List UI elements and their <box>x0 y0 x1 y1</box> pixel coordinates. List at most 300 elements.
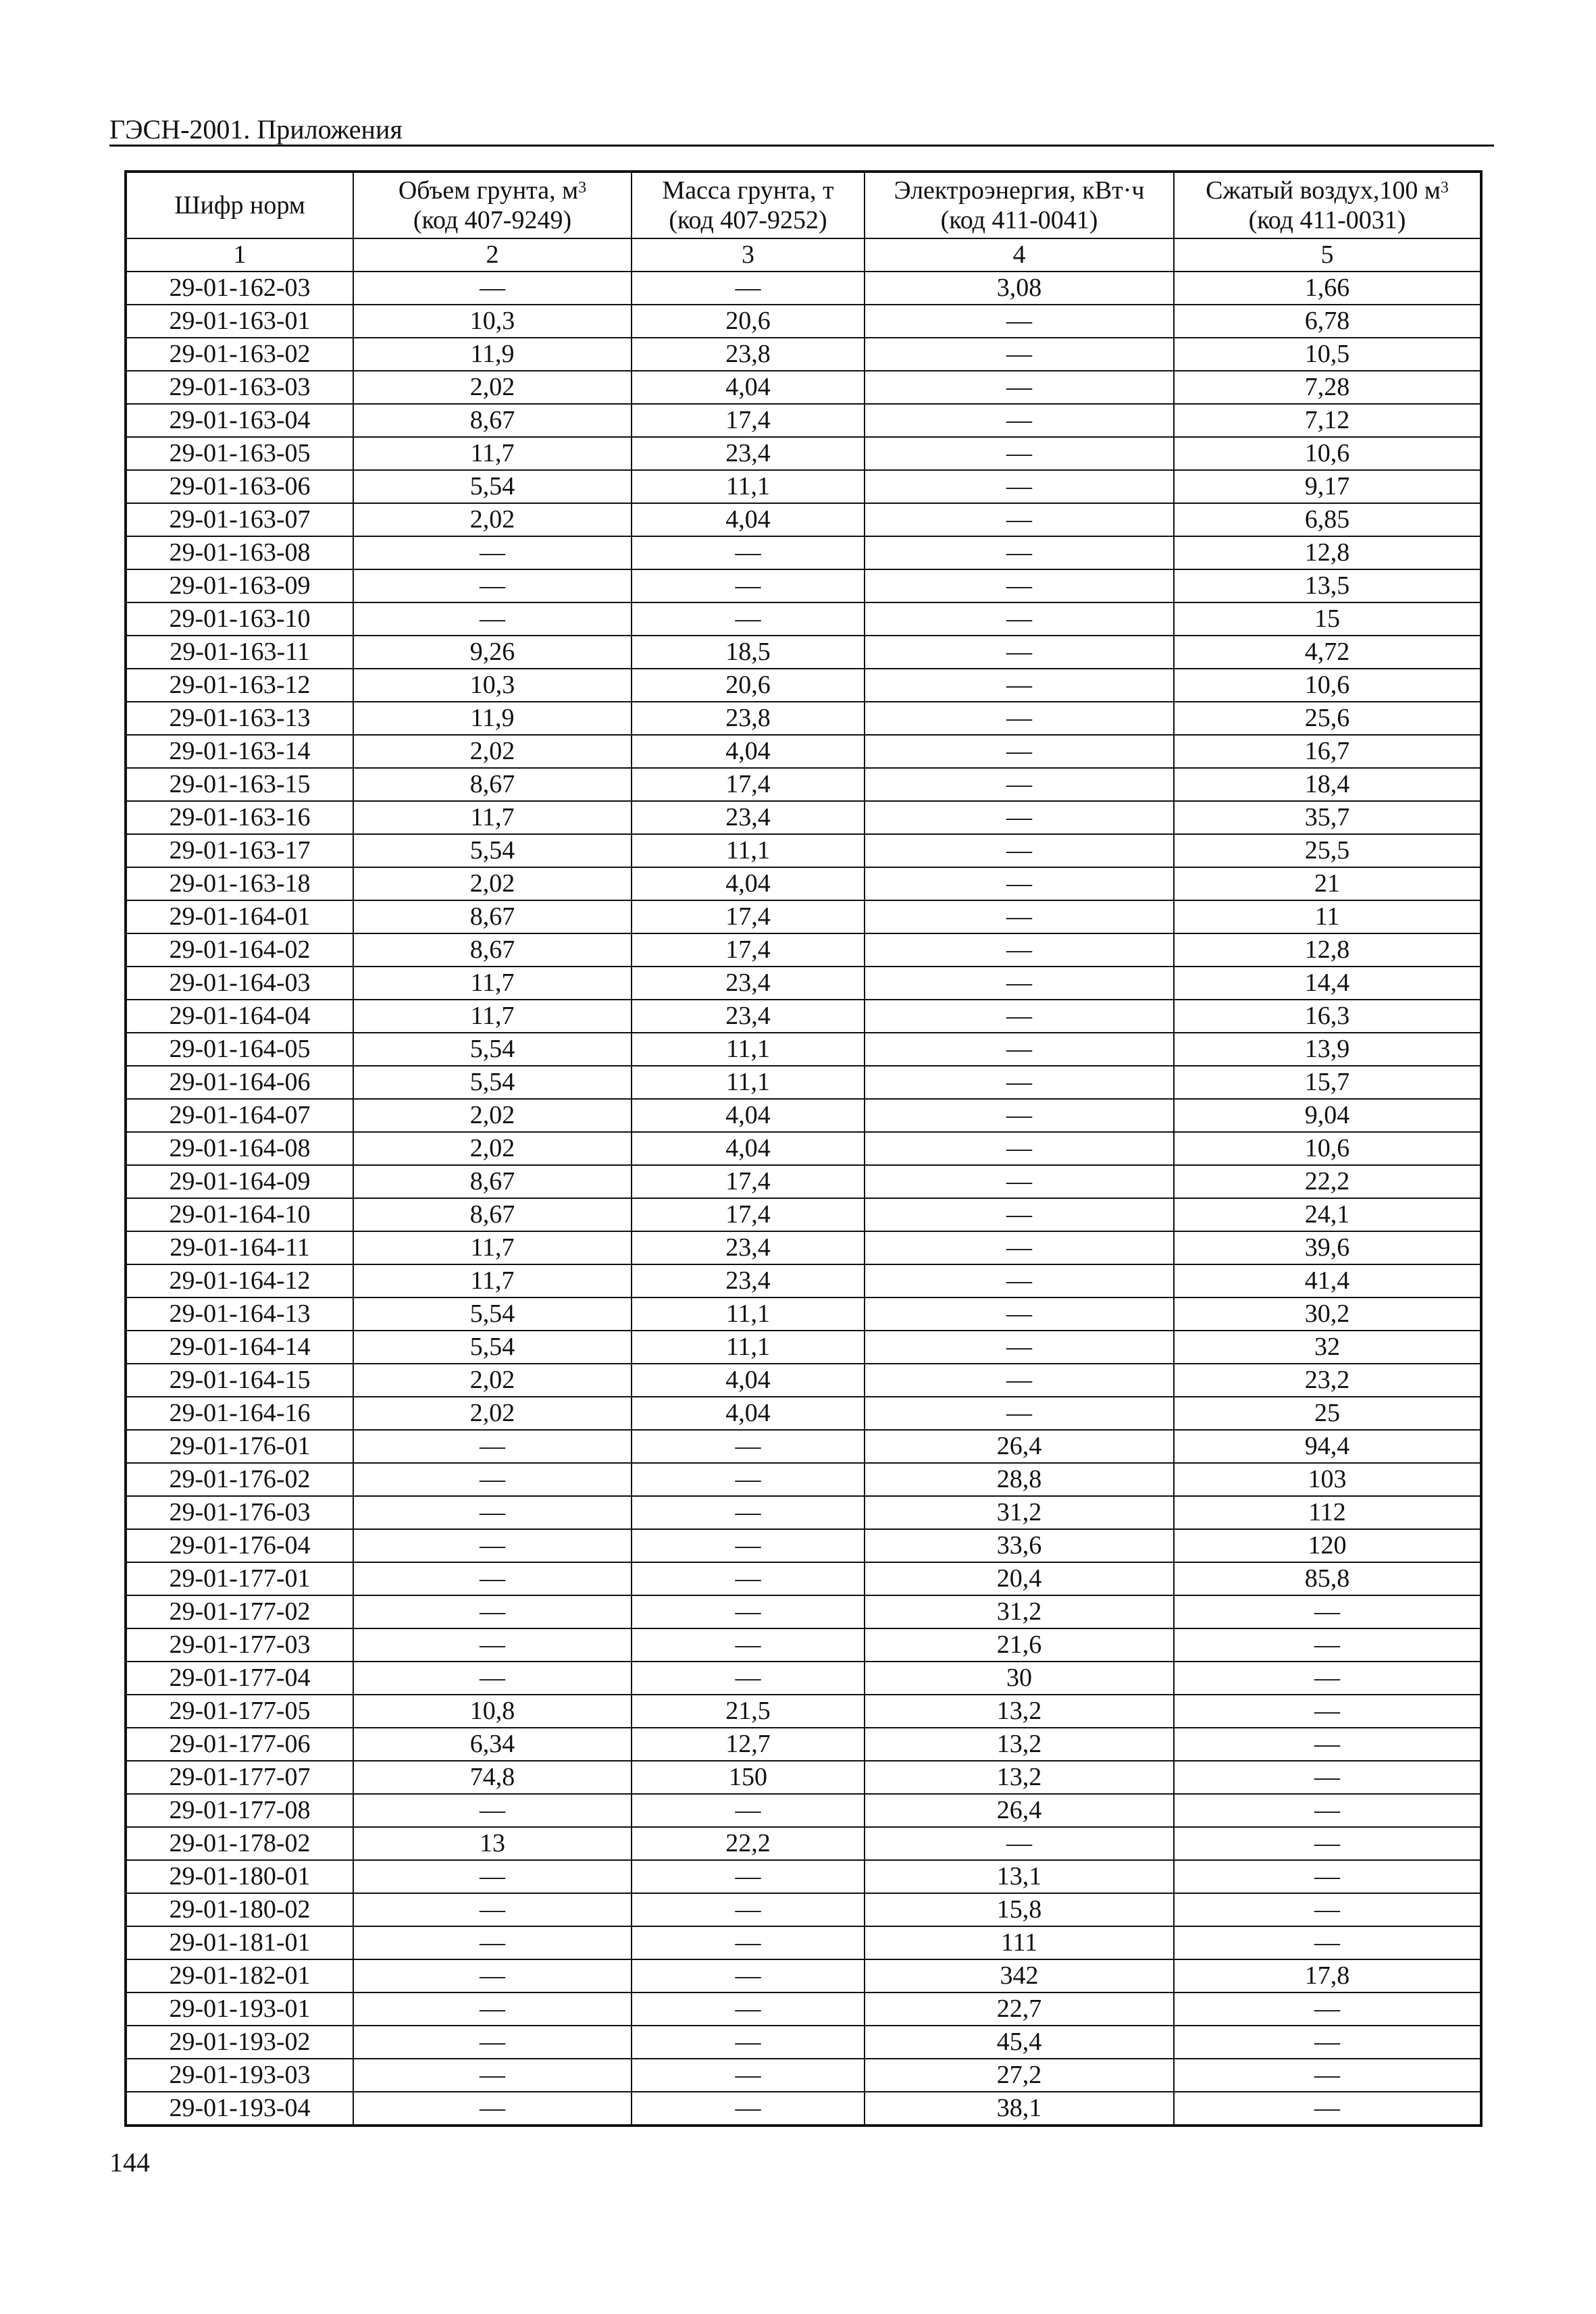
compressed-air-cell: 23,2 <box>1174 1364 1481 1397</box>
column-number-row <box>126 238 1481 272</box>
compressed-air-cell: 25 <box>1174 1397 1481 1430</box>
electricity-cell: 33,6 <box>865 1529 1174 1562</box>
electricity-cell: 13,2 <box>865 1695 1174 1728</box>
table-row <box>126 2026 1481 2059</box>
soil-mass-cell: 23,4 <box>632 1264 865 1297</box>
column-number: 4 <box>865 238 1174 272</box>
soil-volume-cell: 2,02 <box>353 371 632 404</box>
table-row <box>126 1165 1481 1198</box>
column-header-soil-mass-code: (код 407-9252) <box>669 206 827 234</box>
table-row <box>126 1231 1481 1264</box>
soil-volume-cell: — <box>353 1959 632 1992</box>
soil-volume-cell: — <box>353 1893 632 1926</box>
electricity-cell: 111 <box>865 1926 1174 1959</box>
compressed-air-cell: 39,6 <box>1174 1231 1481 1264</box>
electricity-cell: 15,8 <box>865 1893 1174 1926</box>
electricity-cell: — <box>865 305 1174 338</box>
norm-code-cell: 29-01-163-13 <box>126 702 353 735</box>
soil-mass-cell: 11,1 <box>632 1033 865 1066</box>
electricity-cell: 26,4 <box>865 1430 1174 1463</box>
norm-code-cell: 29-01-177-04 <box>126 1662 353 1695</box>
table-row <box>126 503 1481 536</box>
norm-code-cell: 29-01-164-16 <box>126 1397 353 1430</box>
soil-volume-cell: — <box>353 2092 632 2126</box>
norm-code-cell: 29-01-164-07 <box>126 1099 353 1132</box>
norm-code-cell: 29-01-163-18 <box>126 867 353 900</box>
norm-code-cell: 29-01-164-08 <box>126 1132 353 1165</box>
norm-code-cell: 29-01-163-15 <box>126 768 353 801</box>
compressed-air-cell: — <box>1174 1827 1481 1860</box>
table-row <box>126 1000 1481 1033</box>
column-header-compressed-air-line1: Сжатый воздух,100 м <box>1206 176 1441 205</box>
soil-volume-cell: — <box>353 1463 632 1496</box>
compressed-air-cell: 7,28 <box>1174 371 1481 404</box>
compressed-air-cell: 7,12 <box>1174 404 1481 437</box>
table-row <box>126 1761 1481 1794</box>
soil-volume-cell: — <box>353 2059 632 2092</box>
electricity-cell: 22,7 <box>865 1992 1174 2026</box>
compressed-air-cell: 94,4 <box>1174 1430 1481 1463</box>
compressed-air-cell: — <box>1174 1794 1481 1827</box>
soil-mass-cell: — <box>632 1860 865 1893</box>
norm-code-cell: 29-01-177-02 <box>126 1595 353 1628</box>
column-header-soil-volume-line1: Объем грунта, м <box>398 176 579 205</box>
compressed-air-cell: 41,4 <box>1174 1264 1481 1297</box>
soil-mass-cell: — <box>632 569 865 602</box>
soil-volume-cell: 8,67 <box>353 404 632 437</box>
soil-volume-cell: — <box>353 602 632 636</box>
table-row <box>126 1033 1481 1066</box>
column-header-code <box>126 172 353 238</box>
electricity-cell: — <box>865 536 1174 569</box>
compressed-air-cell: 12,8 <box>1174 536 1481 569</box>
compressed-air-cell: 25,5 <box>1174 834 1481 867</box>
soil-volume-cell: 10,8 <box>353 1695 632 1728</box>
norm-code-cell: 29-01-164-14 <box>126 1331 353 1364</box>
electricity-cell: — <box>865 437 1174 470</box>
norm-code-cell: 29-01-163-03 <box>126 371 353 404</box>
electricity-cell: — <box>865 834 1174 867</box>
soil-volume-cell: 11,9 <box>353 702 632 735</box>
table-row <box>126 1331 1481 1364</box>
column-number: 2 <box>353 238 632 272</box>
electricity-cell: — <box>865 1827 1174 1860</box>
soil-mass-cell: 20,6 <box>632 669 865 702</box>
soil-mass-cell: 4,04 <box>632 371 865 404</box>
column-header-compressed-air <box>1174 172 1481 238</box>
soil-mass-cell: 20,6 <box>632 305 865 338</box>
norm-code-cell: 29-01-177-07 <box>126 1761 353 1794</box>
column-header-soil-volume <box>353 172 632 238</box>
electricity-cell: — <box>865 1397 1174 1430</box>
table-row <box>126 1099 1481 1132</box>
soil-volume-cell: 11,7 <box>353 1000 632 1033</box>
soil-mass-cell: 12,7 <box>632 1728 865 1761</box>
soil-volume-cell: 11,7 <box>353 967 632 1000</box>
norm-code-cell: 29-01-180-02 <box>126 1893 353 1926</box>
compressed-air-cell: 85,8 <box>1174 1562 1481 1595</box>
norm-code-cell: 29-01-177-03 <box>126 1628 353 1662</box>
compressed-air-cell: — <box>1174 1662 1481 1695</box>
soil-volume-cell: 5,54 <box>353 1331 632 1364</box>
compressed-air-cell: — <box>1174 1893 1481 1926</box>
compressed-air-cell: 10,6 <box>1174 1132 1481 1165</box>
soil-volume-cell: — <box>353 1628 632 1662</box>
norm-code-cell: 29-01-164-03 <box>126 967 353 1000</box>
table-row <box>126 702 1481 735</box>
soil-mass-cell: 17,4 <box>632 1165 865 1198</box>
soil-volume-cell: — <box>353 1662 632 1695</box>
soil-volume-cell: — <box>353 1529 632 1562</box>
soil-mass-cell: — <box>632 1893 865 1926</box>
compressed-air-cell: — <box>1174 2026 1481 2059</box>
electricity-cell: — <box>865 1297 1174 1331</box>
electricity-cell: 38,1 <box>865 2092 1174 2126</box>
table-row <box>126 636 1481 669</box>
compressed-air-cell: — <box>1174 1926 1481 1959</box>
soil-volume-cell: 10,3 <box>353 669 632 702</box>
electricity-cell: — <box>865 702 1174 735</box>
soil-volume-cell: 2,02 <box>353 1397 632 1430</box>
norm-code-cell: 29-01-164-06 <box>126 1066 353 1099</box>
soil-mass-cell: — <box>632 1463 865 1496</box>
table-row <box>126 1794 1481 1827</box>
soil-volume-cell: 5,54 <box>353 1033 632 1066</box>
compressed-air-cell: — <box>1174 1860 1481 1893</box>
norm-code-cell: 29-01-163-17 <box>126 834 353 867</box>
norm-code-cell: 29-01-193-03 <box>126 2059 353 2092</box>
norm-code-cell: 29-01-193-01 <box>126 1992 353 2026</box>
soil-volume-cell: — <box>353 1794 632 1827</box>
table-row <box>126 1562 1481 1595</box>
electricity-cell: — <box>865 900 1174 933</box>
norm-code-cell: 29-01-182-01 <box>126 1959 353 1992</box>
electricity-cell: 342 <box>865 1959 1174 1992</box>
norm-code-cell: 29-01-163-09 <box>126 569 353 602</box>
soil-volume-cell: — <box>353 569 632 602</box>
soil-volume-cell: 11,9 <box>353 338 632 371</box>
soil-volume-cell: — <box>353 536 632 569</box>
norm-code-cell: 29-01-193-04 <box>126 2092 353 2126</box>
electricity-cell: — <box>865 1000 1174 1033</box>
norm-code-cell: 29-01-162-03 <box>126 272 353 305</box>
soil-volume-cell: — <box>353 1595 632 1628</box>
soil-mass-cell: — <box>632 1959 865 1992</box>
soil-mass-cell: 23,4 <box>632 967 865 1000</box>
compressed-air-cell: 15 <box>1174 602 1481 636</box>
soil-mass-cell: 11,1 <box>632 1066 865 1099</box>
table-row <box>126 1397 1481 1430</box>
soil-mass-cell: — <box>632 1529 865 1562</box>
soil-volume-cell: — <box>353 1496 632 1529</box>
column-number: 3 <box>632 238 865 272</box>
soil-volume-cell: 2,02 <box>353 1099 632 1132</box>
electricity-cell: 3,08 <box>865 272 1174 305</box>
table-row <box>126 602 1481 636</box>
soil-mass-cell: 4,04 <box>632 503 865 536</box>
electricity-cell: 45,4 <box>865 2026 1174 2059</box>
soil-mass-cell: 17,4 <box>632 768 865 801</box>
norm-code-cell: 29-01-164-13 <box>126 1297 353 1331</box>
table-row <box>126 2092 1481 2126</box>
electricity-cell: 26,4 <box>865 1794 1174 1827</box>
soil-mass-cell: 23,4 <box>632 1231 865 1264</box>
column-header-electricity-line1: Электроэнергия, кВт·ч <box>894 176 1145 205</box>
soil-mass-cell: 17,4 <box>632 404 865 437</box>
column-header-electricity <box>865 172 1174 238</box>
table-row <box>126 1198 1481 1231</box>
compressed-air-cell: 6,85 <box>1174 503 1481 536</box>
table-row <box>126 1463 1481 1496</box>
electricity-cell: — <box>865 569 1174 602</box>
soil-volume-cell: — <box>353 1430 632 1463</box>
compressed-air-cell: 15,7 <box>1174 1066 1481 1099</box>
table-row <box>126 735 1481 768</box>
soil-mass-cell: 21,5 <box>632 1695 865 1728</box>
soil-volume-cell: 2,02 <box>353 503 632 536</box>
compressed-air-cell: 30,2 <box>1174 1297 1481 1331</box>
table-header-row <box>126 172 1481 238</box>
norm-code-cell: 29-01-164-01 <box>126 900 353 933</box>
norm-code-cell: 29-01-163-04 <box>126 404 353 437</box>
soil-mass-cell: — <box>632 2026 865 2059</box>
norm-code-cell: 29-01-176-01 <box>126 1430 353 1463</box>
norm-code-cell: 29-01-177-06 <box>126 1728 353 1761</box>
soil-volume-cell: 8,67 <box>353 1198 632 1231</box>
compressed-air-cell: 35,7 <box>1174 801 1481 834</box>
table-row <box>126 569 1481 602</box>
table-row <box>126 1264 1481 1297</box>
soil-mass-cell: — <box>632 1662 865 1695</box>
table-row <box>126 1595 1481 1628</box>
soil-mass-cell: 4,04 <box>632 1132 865 1165</box>
electricity-cell: — <box>865 1198 1174 1231</box>
table-row <box>126 933 1481 967</box>
column-number: 1 <box>126 238 353 272</box>
soil-mass-cell: — <box>632 1628 865 1662</box>
norm-code-cell: 29-01-163-11 <box>126 636 353 669</box>
norm-code-cell: 29-01-164-02 <box>126 933 353 967</box>
column-header-compressed-air-code: (код 411-0031) <box>1248 206 1406 234</box>
electricity-cell: — <box>865 636 1174 669</box>
norm-code-cell: 29-01-164-11 <box>126 1231 353 1264</box>
electricity-cell: — <box>865 470 1174 503</box>
compressed-air-cell: — <box>1174 1695 1481 1728</box>
electricity-cell: 31,2 <box>865 1595 1174 1628</box>
compressed-air-cell: 120 <box>1174 1529 1481 1562</box>
electricity-cell: 27,2 <box>865 2059 1174 2092</box>
compressed-air-cell: 13,5 <box>1174 569 1481 602</box>
table-row <box>126 338 1481 371</box>
soil-mass-cell: 11,1 <box>632 1297 865 1331</box>
column-header-compressed-air-sup: 3 <box>1440 179 1449 197</box>
soil-mass-cell: — <box>632 1926 865 1959</box>
table-row <box>126 1132 1481 1165</box>
soil-mass-cell: — <box>632 536 865 569</box>
electricity-cell: — <box>865 1165 1174 1198</box>
soil-volume-cell: 13 <box>353 1827 632 1860</box>
compressed-air-cell: 25,6 <box>1174 702 1481 735</box>
norm-code-cell: 29-01-176-02 <box>126 1463 353 1496</box>
compressed-air-cell: 18,4 <box>1174 768 1481 801</box>
table-row <box>126 1992 1481 2026</box>
norm-code-cell: 29-01-163-06 <box>126 470 353 503</box>
compressed-air-cell: 13,9 <box>1174 1033 1481 1066</box>
electricity-cell: — <box>865 338 1174 371</box>
soil-mass-cell: 4,04 <box>632 1364 865 1397</box>
soil-mass-cell: — <box>632 1496 865 1529</box>
soil-volume-cell: 8,67 <box>353 900 632 933</box>
soil-volume-cell: 5,54 <box>353 834 632 867</box>
compressed-air-cell: 10,6 <box>1174 437 1481 470</box>
electricity-cell: — <box>865 1231 1174 1264</box>
soil-mass-cell: — <box>632 2059 865 2092</box>
electricity-cell: 31,2 <box>865 1496 1174 1529</box>
compressed-air-cell: — <box>1174 2059 1481 2092</box>
soil-mass-cell: — <box>632 1595 865 1628</box>
table-row <box>126 967 1481 1000</box>
table-row <box>126 1893 1481 1926</box>
compressed-air-cell: 6,78 <box>1174 305 1481 338</box>
compressed-air-cell: 10,5 <box>1174 338 1481 371</box>
compressed-air-cell: 9,04 <box>1174 1099 1481 1132</box>
electricity-cell: 28,8 <box>865 1463 1174 1496</box>
table-row <box>126 305 1481 338</box>
column-header-soil-volume-sup: 3 <box>578 179 587 197</box>
soil-mass-cell: 23,4 <box>632 801 865 834</box>
table-row <box>126 272 1481 305</box>
soil-volume-cell: — <box>353 272 632 305</box>
norm-code-cell: 29-01-181-01 <box>126 1926 353 1959</box>
soil-volume-cell: 2,02 <box>353 1364 632 1397</box>
soil-volume-cell: 8,67 <box>353 1165 632 1198</box>
table-row <box>126 1860 1481 1893</box>
soil-mass-cell: — <box>632 2092 865 2126</box>
column-header-soil-mass-line1: Масса грунта, т <box>662 176 834 205</box>
electricity-cell: — <box>865 1099 1174 1132</box>
electricity-cell: — <box>865 1364 1174 1397</box>
compressed-air-cell: 1,66 <box>1174 272 1481 305</box>
electricity-cell: — <box>865 867 1174 900</box>
compressed-air-cell: — <box>1174 1628 1481 1662</box>
soil-volume-cell: 5,54 <box>353 1297 632 1331</box>
electricity-cell: 20,4 <box>865 1562 1174 1595</box>
electricity-cell: — <box>865 404 1174 437</box>
soil-volume-cell: — <box>353 1860 632 1893</box>
table-row <box>126 1926 1481 1959</box>
soil-mass-cell: 23,4 <box>632 437 865 470</box>
table-row <box>126 1297 1481 1331</box>
table-row <box>126 1529 1481 1562</box>
norm-code-cell: 29-01-163-02 <box>126 338 353 371</box>
soil-volume-cell: 2,02 <box>353 867 632 900</box>
soil-mass-cell: 23,8 <box>632 338 865 371</box>
norm-code-cell: 29-01-177-01 <box>126 1562 353 1595</box>
soil-volume-cell: 11,7 <box>353 437 632 470</box>
electricity-cell: — <box>865 602 1174 636</box>
compressed-air-cell: 11 <box>1174 900 1481 933</box>
electricity-cell: 30 <box>865 1662 1174 1695</box>
norm-code-cell: 29-01-176-03 <box>126 1496 353 1529</box>
table-row <box>126 900 1481 933</box>
electricity-cell: — <box>865 735 1174 768</box>
norm-code-cell: 29-01-177-08 <box>126 1794 353 1827</box>
soil-mass-cell: 18,5 <box>632 636 865 669</box>
column-header-soil-volume-code: (код 407-9249) <box>413 206 572 234</box>
compressed-air-cell: 103 <box>1174 1463 1481 1496</box>
soil-volume-cell: 8,67 <box>353 933 632 967</box>
soil-mass-cell: — <box>632 272 865 305</box>
compressed-air-cell: — <box>1174 1728 1481 1761</box>
norm-code-cell: 29-01-163-14 <box>126 735 353 768</box>
compressed-air-cell: 9,17 <box>1174 470 1481 503</box>
norm-code-cell: 29-01-164-15 <box>126 1364 353 1397</box>
norm-code-cell: 29-01-193-02 <box>126 2026 353 2059</box>
electricity-cell: — <box>865 503 1174 536</box>
compressed-air-cell: 16,7 <box>1174 735 1481 768</box>
soil-mass-cell: — <box>632 1992 865 2026</box>
soil-volume-cell: 5,54 <box>353 470 632 503</box>
soil-mass-cell: — <box>632 602 865 636</box>
compressed-air-cell: 12,8 <box>1174 933 1481 967</box>
compressed-air-cell: 10,6 <box>1174 669 1481 702</box>
electricity-cell: — <box>865 1264 1174 1297</box>
norm-code-cell: 29-01-163-05 <box>126 437 353 470</box>
soil-mass-cell: 4,04 <box>632 1099 865 1132</box>
norm-code-cell: 29-01-176-04 <box>126 1529 353 1562</box>
soil-mass-cell: 11,1 <box>632 1331 865 1364</box>
soil-mass-cell: 150 <box>632 1761 865 1794</box>
compressed-air-cell: 4,72 <box>1174 636 1481 669</box>
soil-mass-cell: 4,04 <box>632 735 865 768</box>
soil-volume-cell: 5,54 <box>353 1066 632 1099</box>
soil-mass-cell: — <box>632 1430 865 1463</box>
table-row <box>126 1695 1481 1728</box>
table-row <box>126 801 1481 834</box>
table-row <box>126 404 1481 437</box>
norm-code-cell: 29-01-163-16 <box>126 801 353 834</box>
compressed-air-cell: — <box>1174 1992 1481 2026</box>
table-row <box>126 371 1481 404</box>
norm-code-cell: 29-01-163-01 <box>126 305 353 338</box>
table-row <box>126 1662 1481 1695</box>
soil-volume-cell: 2,02 <box>353 1132 632 1165</box>
norm-code-cell: 29-01-163-07 <box>126 503 353 536</box>
soil-volume-cell: 11,7 <box>353 801 632 834</box>
norm-code-cell: 29-01-164-09 <box>126 1165 353 1198</box>
soil-volume-cell: 10,3 <box>353 305 632 338</box>
soil-mass-cell: 17,4 <box>632 900 865 933</box>
page-number: 144 <box>109 2147 150 2178</box>
electricity-cell: — <box>865 1066 1174 1099</box>
table-row <box>126 1728 1481 1761</box>
compressed-air-cell: — <box>1174 1761 1481 1794</box>
electricity-cell: 21,6 <box>865 1628 1174 1662</box>
soil-mass-cell: 11,1 <box>632 470 865 503</box>
soil-volume-cell: — <box>353 1562 632 1595</box>
electricity-cell: — <box>865 967 1174 1000</box>
soil-mass-cell: 22,2 <box>632 1827 865 1860</box>
table-row <box>126 437 1481 470</box>
norm-code-cell: 29-01-163-12 <box>126 669 353 702</box>
norm-code-cell: 29-01-164-04 <box>126 1000 353 1033</box>
table-row <box>126 1066 1481 1099</box>
norm-code-cell: 29-01-163-10 <box>126 602 353 636</box>
electricity-cell: — <box>865 1132 1174 1165</box>
compressed-air-cell: 22,2 <box>1174 1165 1481 1198</box>
compressed-air-cell: 24,1 <box>1174 1198 1481 1231</box>
norm-code-cell: 29-01-164-10 <box>126 1198 353 1231</box>
